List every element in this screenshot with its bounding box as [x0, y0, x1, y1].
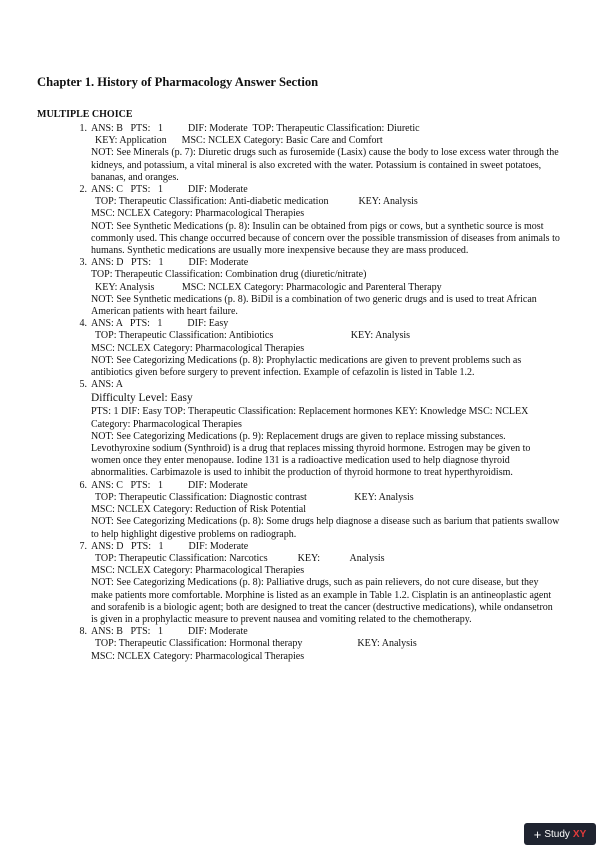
question-list: [0, 123, 612, 663]
meta-line: TOP: Therapeutic Classification: Hormonal therapy KEY: Analysis: [95, 638, 417, 650]
watermark-suffix: XY: [572, 828, 587, 840]
question-number: 2.: [79, 184, 87, 196]
plus-icon: +: [533, 826, 542, 842]
meta-line: MSC: NCLEX Category: Pharmacological Therapies: [91, 208, 305, 220]
chapter-title: Chapter 1. History of Pharmacology Answer Section: [37, 75, 319, 89]
meta-line: PTS: 1 DIF: Easy TOP: Therapeutic Classification: Replacement hormones KEY: Knowledge MSC: NCLEX Category: Pharmacological Therapies: [91, 406, 529, 430]
meta-line: TOP: Therapeutic Classification: Combination drug (diuretic/nitrate): [91, 269, 367, 281]
meta-line: TOP: Therapeutic Classification: Diagnostic contrast KEY: Analysis: [95, 491, 414, 503]
answer-line: ANS: B PTS: 1 DIF: Moderate: [91, 626, 248, 638]
question-item: [0, 184, 612, 257]
question-number: 8.: [79, 626, 87, 638]
answer-line: ANS: D PTS: 1 DIF: Moderate: [91, 540, 249, 552]
question-item: [0, 257, 612, 318]
meta-line: TOP: Therapeutic Classification: Narcotics KEY: Analysis: [95, 552, 385, 564]
meta-line: MSC: NCLEX Category: Pharmacological Therapies: [91, 650, 305, 662]
question-item: [0, 541, 612, 626]
meta-line: MSC: NCLEX Category: Pharmacological Therapies: [91, 342, 305, 354]
meta-line: MSC: NCLEX Category: Pharmacological Therapies: [91, 565, 305, 577]
answer-line: ANS: A: [91, 379, 123, 391]
answer-line: ANS: B PTS: 1 DIF: Moderate TOP: Therapeutic Classification: Diuretic: [91, 123, 420, 134]
rationale-note: NOT: See Minerals (p. 7): Diuretic drugs such as furosemide (Lasix) cause the body to lose excess water through the kidneys, and potassium, a vital mineral is also excreted with the water. Potassium is contained in sweet potatoes, bananas, and oranges.: [91, 147, 559, 183]
rationale-note: NOT: See Synthetic medications (p. 8). BiDil is a combination of two generic drugs and is used to treat African American patients with heart failure.: [91, 293, 537, 318]
question-number: 7.: [79, 540, 87, 552]
answer-line: ANS: C PTS: 1 DIF: Moderate: [91, 184, 248, 196]
question-number: 1.: [79, 123, 87, 134]
meta-line: TOP: Therapeutic Classification: Anti-diabetic medication KEY: Analysis: [95, 196, 418, 208]
section-heading: MULTIPLE CHOICE: [37, 109, 133, 120]
question-number: 5.: [79, 379, 87, 391]
studyxy-watermark: [524, 823, 596, 845]
question-item: [0, 123, 612, 184]
meta-line: MSC: NCLEX Category: Reduction of Risk Potential: [91, 504, 306, 516]
answer-line: ANS: D PTS: 1 DIF: Moderate: [91, 257, 249, 269]
question-number: 6.: [79, 479, 87, 491]
rationale-note: NOT: See Synthetic Medications (p. 8): Insulin can be obtained from pigs or cows, but a synthetic source is most commonly used. This change occurred because of concern over the possible transmission of diseases from animals to humans. Synthetic medications are usually more inexpensive because they are mass produced.: [91, 220, 560, 257]
question-item: [0, 626, 612, 663]
meta-line: KEY: Application MSC: NCLEX Category: Basic Care and Comfort: [95, 135, 383, 147]
question-item: [0, 480, 612, 541]
difficulty-level: Difficulty Level: Easy: [91, 392, 193, 405]
rationale-note: NOT: See Categorizing Medications (p. 9): Replacement drugs are given to replace missing substances. Levothyroxine sodium (Synthroid) is a drug that replaces missing thyroid hormone. Estrogen may be given to women once they enter menopause. Iodine 131 is a radioactive medication used to help diagnose thyroid abnormalities. Carbimazole is used to inhibit the production of thyroid hormone to treat hyperthyroidism.: [91, 430, 531, 479]
question-item: [0, 379, 612, 479]
rationale-note: NOT: See Categorizing Medications (p. 8): Prophylactic medications are given to prevent problems such as antibiotics given before surgery to prevent infection. Example of cefazolin is listed in Table 1.2.: [91, 354, 522, 379]
question-item: [0, 318, 612, 379]
rationale-note: NOT: See Categorizing Medications (p. 8): Palliative drugs, such as pain relievers, do not cure disease, but they make patients more comfortable. Morphine is listed as an example in Table 1.2. Cisplatin is an antineoplastic agent and sorafenib is a biologic agent; both are designed to treat the cancer (destructive medications), while ondansetron is given in a prophylactic measure to prevent nausea and vomiting related to the chemotherapy.: [91, 577, 553, 625]
question-number: 4.: [79, 318, 87, 330]
rationale-note: NOT: See Categorizing Medications (p. 8): Some drugs help diagnose a disease such as barium that patients swallow to help highlight digestive problems on radiograph.: [91, 516, 560, 540]
watermark-prefix: Study: [544, 828, 570, 840]
meta-line: KEY: Analysis MSC: NCLEX Category: Pharmacologic and Parenteral Therapy: [95, 281, 442, 293]
answer-line: ANS: A PTS: 1 DIF: Easy: [91, 318, 229, 330]
meta-line: TOP: Therapeutic Classification: Antibiotics KEY: Analysis: [95, 330, 411, 342]
answer-line: ANS: C PTS: 1 DIF: Moderate: [91, 479, 248, 491]
question-number: 3.: [79, 257, 87, 269]
